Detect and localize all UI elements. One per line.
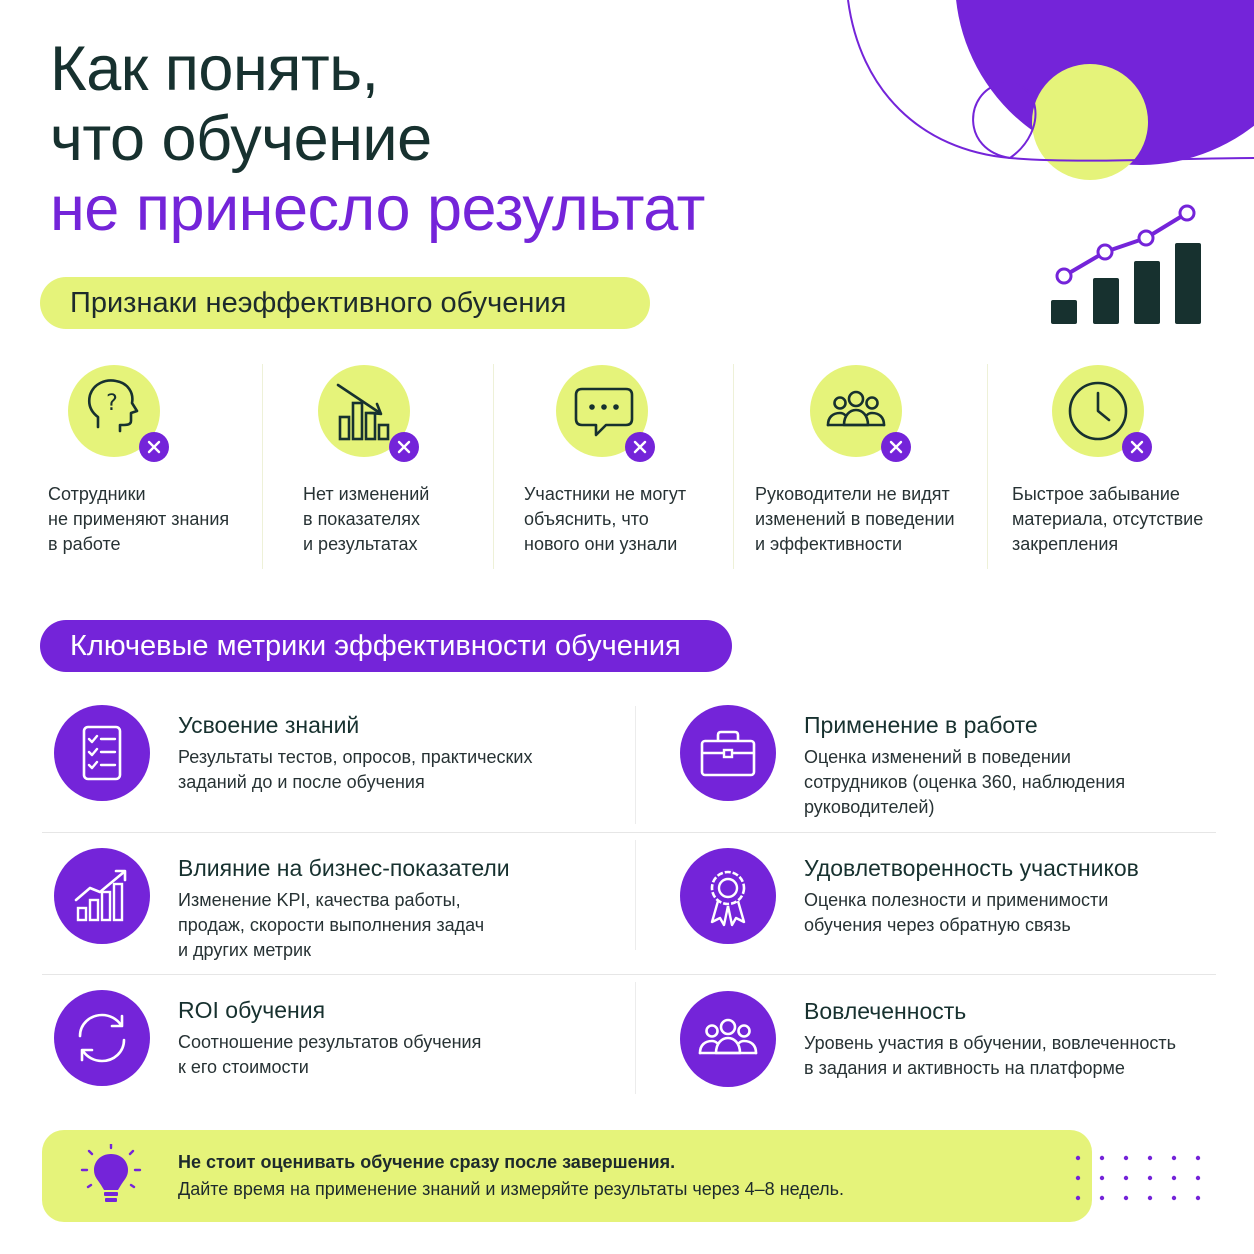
tip-headline: Не стоит оценивать обучение сразу после завершения.	[178, 1152, 676, 1172]
sign-text: Нет изменений в показателях и результатах	[303, 484, 430, 554]
metrics-heading: Ключевые метрики эффективности обучения	[40, 620, 732, 672]
metric-title: Вовлеченность	[804, 998, 967, 1024]
metric-description: Оценка полезности и применимости обучения через обратную связь	[804, 890, 1109, 935]
close-icon	[881, 432, 911, 462]
checklist-icon	[54, 705, 150, 801]
signs-list	[30, 362, 1230, 572]
sign-text: Участники не могут объяснить, что нового они узнали	[524, 484, 687, 554]
dots-decoration-icon	[1070, 1150, 1210, 1206]
cycle-icon	[54, 990, 150, 1086]
tip-banner	[42, 1130, 1092, 1222]
divider	[635, 982, 636, 1094]
close-icon	[139, 432, 169, 462]
briefcase-icon	[680, 705, 776, 801]
signs-heading: Признаки неэффективного обучения	[40, 277, 650, 329]
divider	[42, 832, 1216, 833]
metric-description: Уровень участия в обучении, вовлеченность в задания и активность на платформе	[804, 1033, 1177, 1078]
metric-title: ROI обучения	[178, 997, 326, 1023]
divider	[733, 364, 734, 569]
metric-description: Соотношение результатов обучения к его стоимости	[178, 1032, 482, 1077]
metric-description: Изменение KPI, качества работы, продаж, скорости выполнения задач и других метрик	[178, 890, 485, 960]
growth-chart-icon	[54, 848, 150, 944]
award-icon	[680, 848, 776, 944]
title-line-3: не принесло результат	[50, 174, 705, 244]
sign-text: Сотрудники не применяют знания в работе	[48, 484, 230, 554]
svg-text:?: ?	[106, 391, 118, 416]
metric-description: Результаты тестов, опросов, практических заданий до и после обучения	[178, 747, 533, 792]
sign-text: Быстрое забывание материала, отсутствие закрепления	[1012, 484, 1204, 554]
divider	[987, 364, 988, 569]
divider	[635, 706, 636, 824]
divider	[635, 840, 636, 950]
divider	[42, 974, 1216, 975]
metric-title: Применение в работе	[804, 712, 1038, 738]
metric-title: Удовлетворенность участников	[804, 855, 1139, 881]
divider	[493, 364, 494, 569]
people-icon	[680, 991, 776, 1087]
close-icon	[389, 432, 419, 462]
page-title	[50, 34, 705, 244]
metric-title: Усвоение знаний	[178, 712, 360, 738]
sign-text: Руководители не видят изменений в поведении и эффективности	[755, 484, 955, 554]
lightbulb-icon	[76, 1144, 146, 1210]
title-line-1: Как понять,	[50, 34, 379, 104]
metric-title: Влияние на бизнес-показатели	[178, 855, 510, 881]
divider	[262, 364, 263, 569]
metric-description: Оценка изменений в поведении сотрудников (оценка 360, наблюдения руководителей)	[804, 747, 1126, 817]
close-icon	[1122, 432, 1152, 462]
title-line-2: что обучение	[50, 104, 432, 174]
close-icon	[625, 432, 655, 462]
tip-text: Дайте время на применение знаний и измеряйте результаты через 4–8 недель.	[178, 1179, 845, 1199]
